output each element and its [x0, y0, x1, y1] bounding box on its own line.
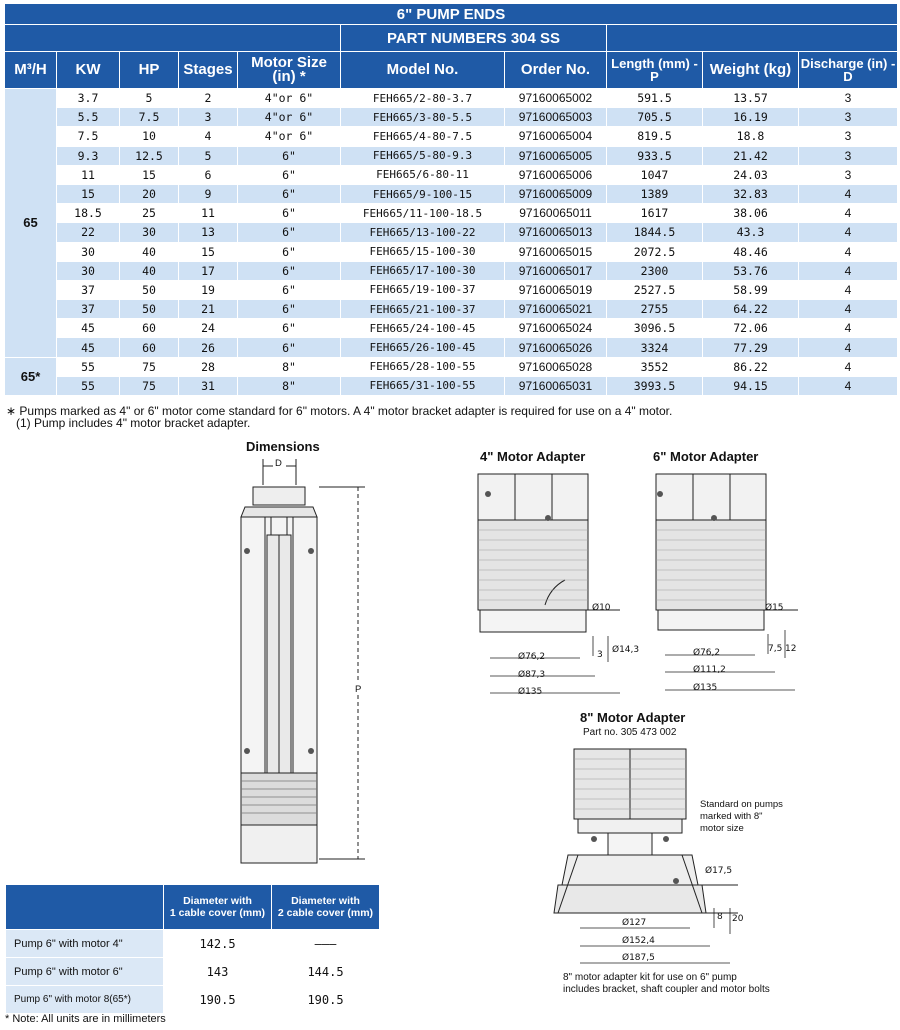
cell-discharge: 4	[799, 223, 898, 242]
cell-model: FEH665/6-80-11	[341, 165, 505, 184]
cell-motor: 4"or 6"	[238, 108, 341, 127]
cell-motor: 8"	[238, 376, 341, 395]
table-row	[5, 376, 898, 395]
cell-kw: 45	[57, 319, 120, 338]
cell-hp: 50	[120, 300, 179, 319]
col-stages: Stages	[179, 52, 238, 89]
col-weight: Weight (kg)	[703, 52, 799, 89]
table-row	[5, 89, 898, 108]
cell-length: 705.5	[607, 108, 703, 127]
table-row	[5, 223, 898, 242]
cell-weight: 64.22	[703, 300, 799, 319]
spec-table-body	[5, 89, 898, 396]
cell-motor: 6"	[238, 204, 341, 223]
cell-weight: 72.06	[703, 319, 799, 338]
cell-kw: 18.5	[57, 204, 120, 223]
cell-kw: 15	[57, 184, 120, 203]
cell-length: 3096.5	[607, 319, 703, 338]
cell-stages: 5	[179, 146, 238, 165]
adapter8-dim-d2: Ø152,4	[622, 936, 655, 946]
cell-stages: 15	[179, 242, 238, 261]
cell-weight: 16.19	[703, 108, 799, 127]
cell-hp: 10	[120, 127, 179, 146]
table-row	[5, 184, 898, 203]
units-footnote: * Note: All units are in millimeters	[5, 1013, 166, 1025]
adapter4-dim-d2: Ø87,3	[518, 670, 546, 680]
dia-row-c1: 142.5	[164, 930, 272, 958]
table-subtitle: PART NUMBERS 304 SS	[341, 25, 607, 52]
dia-header-1-cover: Diameter with 1 cable cover (mm)	[164, 885, 272, 930]
cell-length: 1844.5	[607, 223, 703, 242]
cell-length: 591.5	[607, 89, 703, 108]
cell-model: FEH665/13-100-22	[341, 223, 505, 242]
cell-weight: 58.99	[703, 280, 799, 299]
table-row	[5, 357, 898, 376]
table-row	[5, 108, 898, 127]
table-row	[5, 300, 898, 319]
table-row	[5, 146, 898, 165]
cell-stages: 13	[179, 223, 238, 242]
cell-model: FEH665/21-100-37	[341, 300, 505, 319]
cell-kw: 3.7	[57, 89, 120, 108]
adapter8-title: 8" Motor Adapter	[580, 710, 686, 725]
cell-hp: 75	[120, 376, 179, 395]
pump-dimension-drawing	[215, 455, 375, 865]
cell-motor: 6"	[238, 280, 341, 299]
cell-motor: 6"	[238, 165, 341, 184]
cell-hp: 75	[120, 357, 179, 376]
cell-discharge: 4	[799, 300, 898, 319]
cell-order: 97160065004	[505, 127, 607, 146]
cell-order: 97160065002	[505, 89, 607, 108]
table-row	[6, 986, 380, 1014]
cell-weight: 13.57	[703, 89, 799, 108]
cell-stages: 9	[179, 184, 238, 203]
dia-row-c2: 190.5	[272, 986, 380, 1014]
adapter6-dim-d3: Ø135	[693, 683, 718, 693]
cell-kw: 22	[57, 223, 120, 242]
cell-kw: 7.5	[57, 127, 120, 146]
cell-order: 97160065015	[505, 242, 607, 261]
cell-weight: 32.83	[703, 184, 799, 203]
cell-stages: 28	[179, 357, 238, 376]
adapter8-dim-lines	[580, 908, 750, 968]
cell-weight: 86.22	[703, 357, 799, 376]
adapter8-dim-d1: Ø127	[622, 918, 647, 928]
cell-stages: 17	[179, 261, 238, 280]
cell-order: 97160065026	[505, 338, 607, 357]
dia-row-label: Pump 6" with motor 6"	[6, 958, 164, 986]
cell-motor: 6"	[238, 300, 341, 319]
cell-order: 97160065021	[505, 300, 607, 319]
cell-discharge: 4	[799, 338, 898, 357]
cell-discharge: 4	[799, 280, 898, 299]
adapter6-dim-d1: Ø76,2	[693, 648, 721, 658]
cell-order: 97160065005	[505, 146, 607, 165]
cell-length: 819.5	[607, 127, 703, 146]
adapter6-dim-d2: Ø111,2	[693, 665, 726, 675]
cell-stages: 19	[179, 280, 238, 299]
col-order: Order No.	[505, 52, 607, 89]
cell-weight: 53.76	[703, 261, 799, 280]
cell-discharge: 3	[799, 89, 898, 108]
cell-hp: 20	[120, 184, 179, 203]
cell-stages: 3	[179, 108, 238, 127]
cell-length: 1389	[607, 184, 703, 203]
cell-model: FEH665/15-100-30	[341, 242, 505, 261]
col-discharge: Discharge (in) -D	[799, 52, 898, 89]
col-motor-size: Motor Size (in) *	[238, 52, 341, 89]
cell-stages: 2	[179, 89, 238, 108]
cell-discharge: 4	[799, 184, 898, 203]
cell-hp: 15	[120, 165, 179, 184]
adapter6-dim-h2: 12	[785, 644, 797, 654]
cell-order: 97160065011	[505, 204, 607, 223]
dia-row-c2: 144.5	[272, 958, 380, 986]
cell-weight: 43.3	[703, 223, 799, 242]
cell-discharge: 4	[799, 376, 898, 395]
cell-hp: 60	[120, 319, 179, 338]
cell-length: 933.5	[607, 146, 703, 165]
adapter4-dim-d3: Ø135	[518, 687, 543, 697]
adapter6-drawing	[648, 470, 808, 645]
col-kw: KW	[57, 52, 120, 89]
cell-length: 1047	[607, 165, 703, 184]
adapter4-dim-h2: Ø14,3	[612, 645, 640, 655]
cell-kw: 37	[57, 280, 120, 299]
cell-stages: 24	[179, 319, 238, 338]
cell-order: 97160065006	[505, 165, 607, 184]
adapter8-kit-note: 8" motor adapter kit for use on 6" pump includes bracket, shaft coupler and motor bolts	[563, 972, 770, 995]
cell-discharge: 4	[799, 261, 898, 280]
adapter4-title: 4" Motor Adapter	[480, 449, 586, 464]
adapter4-dim-h: 3	[597, 650, 603, 660]
cell-discharge: 3	[799, 165, 898, 184]
cell-model: FEH665/3-80-5.5	[341, 108, 505, 127]
table-row	[5, 338, 898, 357]
cell-motor: 6"	[238, 338, 341, 357]
cell-motor: 6"	[238, 261, 341, 280]
adapter4-dim-d1: Ø76,2	[518, 652, 546, 662]
cell-model: FEH665/2-80-3.7	[341, 89, 505, 108]
cell-weight: 18.8	[703, 127, 799, 146]
note-motor: ∗ Pumps marked as 4" or 6" motor come standard for 6" motors. A 4" motor bracket adapter is required for use on a 4" motor.	[6, 404, 673, 418]
cell-motor: 4"or 6"	[238, 89, 341, 108]
cell-hp: 30	[120, 223, 179, 242]
cell-motor: 8"	[238, 357, 341, 376]
cell-discharge: 4	[799, 204, 898, 223]
cell-model: FEH665/31-100-55	[341, 376, 505, 395]
d-dimension-label: D	[275, 458, 282, 469]
table-row	[5, 242, 898, 261]
cell-stages: 31	[179, 376, 238, 395]
note-adapter: (1) Pump includes 4" motor bracket adapter.	[16, 416, 251, 430]
cell-model: FEH665/4-80-7.5	[341, 127, 505, 146]
cell-weight: 21.42	[703, 146, 799, 165]
flow-rate-group: 65*	[5, 357, 57, 395]
cell-kw: 45	[57, 338, 120, 357]
cell-stages: 26	[179, 338, 238, 357]
cell-order: 97160065013	[505, 223, 607, 242]
dia-row-c1: 190.5	[164, 986, 272, 1014]
cell-weight: 24.03	[703, 165, 799, 184]
cell-hp: 40	[120, 261, 179, 280]
adapter4-dim-bolt: Ø10	[592, 603, 611, 613]
cell-discharge: 4	[799, 242, 898, 261]
cell-model: FEH665/9-100-15	[341, 184, 505, 203]
cell-model: FEH665/28-100-55	[341, 357, 505, 376]
table-row	[5, 127, 898, 146]
adapter8-dim-bolt: Ø17,5	[705, 866, 733, 876]
adapter8-dim-d3: Ø187,5	[622, 953, 655, 963]
cell-length: 2300	[607, 261, 703, 280]
cell-motor: 6"	[238, 184, 341, 203]
cell-length: 2072.5	[607, 242, 703, 261]
cell-kw: 9.3	[57, 146, 120, 165]
cell-discharge: 3	[799, 127, 898, 146]
cell-motor: 6"	[238, 146, 341, 165]
adapter6-dim-bolt: Ø15	[765, 603, 784, 613]
cell-model: FEH665/11-100-18.5	[341, 204, 505, 223]
cell-model: FEH665/5-80-9.3	[341, 146, 505, 165]
cell-weight: 77.29	[703, 338, 799, 357]
col-length: Length (mm) - P	[607, 52, 703, 89]
dia-header-blank	[6, 885, 164, 930]
table-title: 6" PUMP ENDS	[5, 4, 898, 25]
cell-hp: 5	[120, 89, 179, 108]
cell-kw: 5.5	[57, 108, 120, 127]
cell-stages: 6	[179, 165, 238, 184]
dia-row-c2: ———	[272, 930, 380, 958]
cell-stages: 4	[179, 127, 238, 146]
cell-length: 3993.5	[607, 376, 703, 395]
dia-row-c1: 143	[164, 958, 272, 986]
adapter8-part-no: Part no. 305 473 002	[583, 727, 677, 738]
table-row	[5, 319, 898, 338]
cell-discharge: 4	[799, 319, 898, 338]
cell-model: FEH665/24-100-45	[341, 319, 505, 338]
cell-length: 1617	[607, 204, 703, 223]
cell-order: 97160065017	[505, 261, 607, 280]
table-row	[5, 165, 898, 184]
cell-order: 97160065031	[505, 376, 607, 395]
cell-model: FEH665/17-100-30	[341, 261, 505, 280]
cell-length: 3552	[607, 357, 703, 376]
adapter8-dim-h2: 20	[732, 914, 744, 924]
cell-stages: 21	[179, 300, 238, 319]
cell-discharge: 3	[799, 146, 898, 165]
cell-discharge: 4	[799, 357, 898, 376]
table-notes	[6, 405, 672, 429]
p-dimension-label: P	[355, 684, 362, 695]
table-row	[6, 930, 380, 958]
pump-spec-table	[4, 3, 898, 396]
cell-discharge: 3	[799, 108, 898, 127]
col-model: Model No.	[341, 52, 505, 89]
cell-motor: 4"or 6"	[238, 127, 341, 146]
cell-hp: 60	[120, 338, 179, 357]
adapter4-dim-lines	[490, 632, 630, 700]
cell-order: 97160065009	[505, 184, 607, 203]
table-row	[5, 261, 898, 280]
cell-kw: 55	[57, 357, 120, 376]
adapter8-dim-h: 8	[717, 912, 723, 922]
cell-motor: 6"	[238, 242, 341, 261]
cell-weight: 48.46	[703, 242, 799, 261]
cell-motor: 6"	[238, 223, 341, 242]
cell-hp: 25	[120, 204, 179, 223]
cell-hp: 12.5	[120, 146, 179, 165]
dia-row-label: Pump 6" with motor 4"	[6, 930, 164, 958]
cell-kw: 11	[57, 165, 120, 184]
adapter8-standard-note: Standard on pumps marked with 8" motor size	[700, 799, 783, 834]
col-hp: HP	[120, 52, 179, 89]
table-row	[6, 958, 380, 986]
cell-length: 2527.5	[607, 280, 703, 299]
cell-hp: 50	[120, 280, 179, 299]
adapter6-dim-h: 7,5	[768, 644, 783, 654]
cell-kw: 30	[57, 261, 120, 280]
adapter6-dim-lines	[665, 628, 805, 696]
cell-kw: 37	[57, 300, 120, 319]
cell-length: 3324	[607, 338, 703, 357]
cell-hp: 7.5	[120, 108, 179, 127]
dia-header-2-cover: Diameter with 2 cable cover (mm)	[272, 885, 380, 930]
cell-weight: 38.06	[703, 204, 799, 223]
cell-order: 97160065003	[505, 108, 607, 127]
cell-motor: 6"	[238, 319, 341, 338]
cell-model: FEH665/26-100-45	[341, 338, 505, 357]
dia-row-label: Pump 6" with motor 8(65*)	[6, 986, 164, 1014]
cell-weight: 94.15	[703, 376, 799, 395]
table-row	[5, 280, 898, 299]
cell-model: FEH665/19-100-37	[341, 280, 505, 299]
flow-rate-group: 65	[5, 89, 57, 358]
table-row	[5, 204, 898, 223]
adapter4-drawing	[470, 470, 630, 645]
cell-stages: 11	[179, 204, 238, 223]
diameter-table	[5, 884, 380, 1014]
cell-hp: 40	[120, 242, 179, 261]
cell-order: 97160065019	[505, 280, 607, 299]
adapter6-title: 6" Motor Adapter	[653, 449, 759, 464]
cell-order: 97160065028	[505, 357, 607, 376]
cell-length: 2755	[607, 300, 703, 319]
cell-kw: 30	[57, 242, 120, 261]
dimensions-title: Dimensions	[246, 439, 320, 454]
cell-kw: 55	[57, 376, 120, 395]
cell-order: 97160065024	[505, 319, 607, 338]
col-m3h: M³/H	[5, 52, 57, 89]
